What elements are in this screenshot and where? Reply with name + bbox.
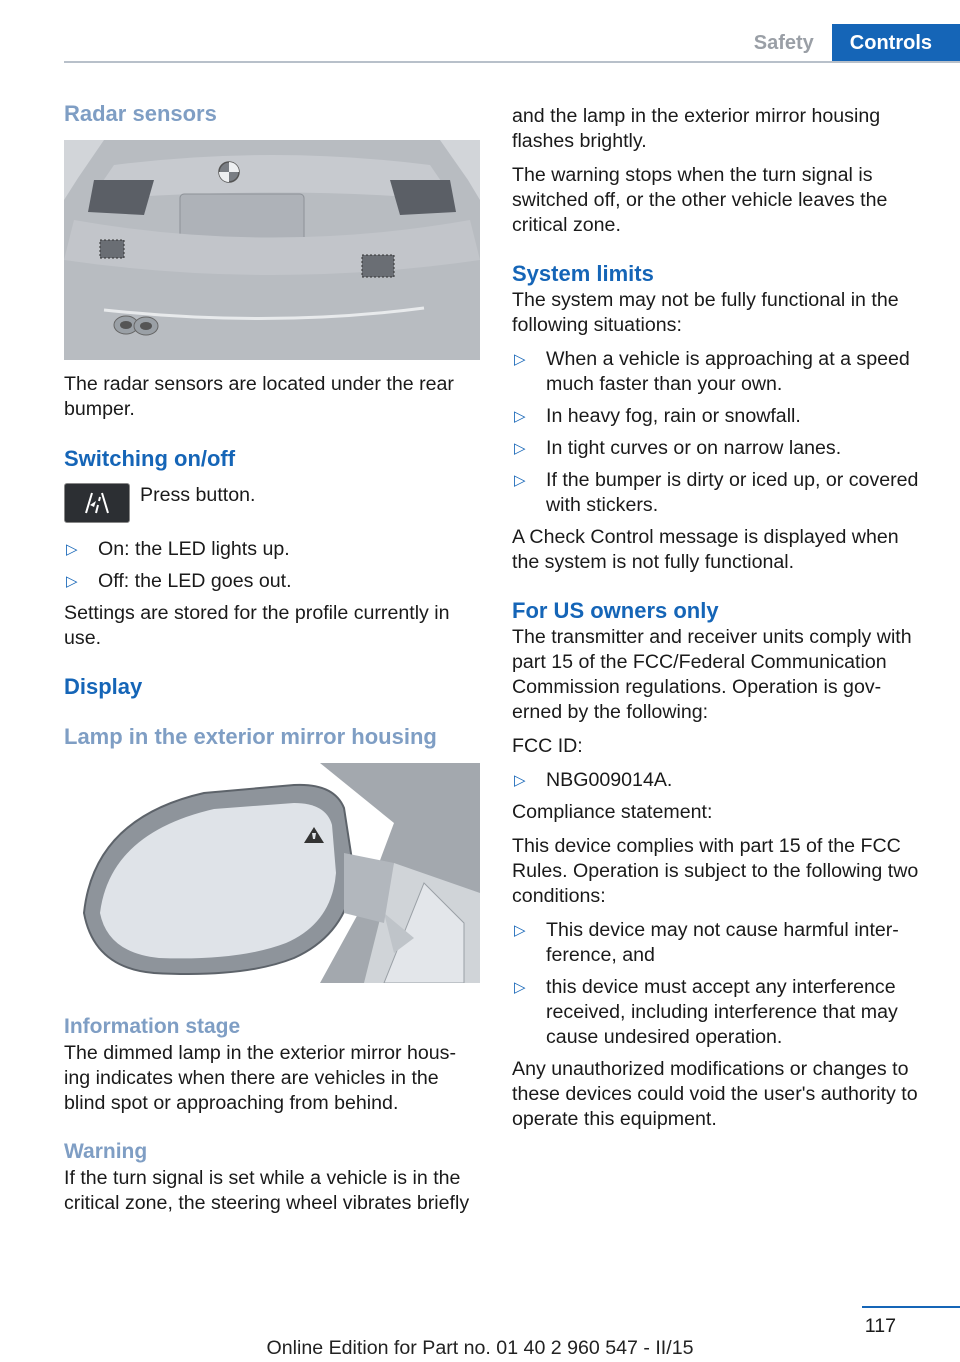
triangle-right-icon: ▷	[514, 408, 526, 425]
list-item-text: this device must accept any interference received, including interference that may cause undesired operation.	[546, 976, 898, 1048]
triangle-right-icon: ▷	[514, 440, 526, 457]
edition-footer: Online Edition for Part no. 01 40 2 960 547 - II/15	[266, 1337, 694, 1359]
lane-change-warning-button[interactable]	[64, 483, 130, 523]
triangle-right-icon: ▷	[514, 979, 526, 996]
triangle-right-icon: ▷	[66, 573, 78, 590]
compliance-text: This device complies with part 15 of the FCC Rules. Operation is subject to the following two conditions:	[512, 835, 919, 907]
information-stage-heading: Information stage	[64, 1015, 241, 1038]
warning-text: If the turn signal is set while a vehicle is in the critical zone, the steering wheel vibrates briefly	[64, 1167, 470, 1214]
rear-bumper-figure	[64, 140, 480, 360]
button-row	[64, 483, 480, 523]
warning-stops-text: The warning stops when the turn signal is switched off, or the other vehicle leaves the critical zone.	[512, 164, 888, 236]
list-item	[64, 537, 480, 562]
fcc-id-list	[512, 768, 928, 793]
unauthorized-text: Any unauthorized modifications or changes to these devices could void the user's authority to operate this equipment.	[512, 1058, 918, 1130]
compliance-label: Compliance statement:	[512, 801, 713, 823]
list-item-text: Off: the LED goes out.	[98, 570, 292, 592]
list-item	[512, 347, 928, 397]
system-limits-list	[512, 347, 928, 518]
exterior-mirror-figure	[64, 763, 480, 983]
triangle-right-icon: ▷	[514, 472, 526, 489]
list-item-text: NBG009014A.	[546, 769, 673, 791]
list-item-text: In tight curves or on narrow lanes.	[546, 437, 842, 459]
triangle-right-icon: ▷	[66, 541, 78, 558]
display-heading: Display	[64, 674, 143, 699]
warning-heading: Warning	[64, 1140, 148, 1163]
triangle-right-icon: ▷	[514, 772, 526, 789]
header-divider	[64, 61, 960, 63]
warning-continuation-text: and the lamp in the exterior mirror housing flashes brightly.	[512, 105, 881, 152]
switch-list	[64, 537, 480, 594]
information-stage-text: The dimmed lamp in the exterior mirror hous‐ ing indicates when there are vehicles in the blind spot or approaching from behind.	[64, 1042, 457, 1114]
lane-change-warning-icon	[82, 491, 112, 515]
list-item-text: If the bumper is dirty or iced up, or covered with stickers.	[546, 469, 919, 516]
us-owners-heading: For US owners only	[512, 598, 719, 623]
press-button-text: Press button.	[140, 484, 256, 506]
rear-bumper-illustration	[64, 140, 480, 360]
triangle-right-icon: ▷	[514, 351, 526, 368]
us-owners-text: The transmitter and receiver units comply with part 15 of the FCC/Federal Communication Commission regulations. Operation is gov‐ erned by the following:	[512, 626, 912, 723]
check-control-text: A Check Control message is displayed when the system is not fully functional.	[512, 526, 899, 573]
exterior-mirror-illustration	[64, 763, 480, 983]
right-column	[512, 100, 928, 1141]
settings-text: Settings are stored for the profile currently in use.	[64, 602, 450, 649]
list-item	[512, 468, 928, 518]
lamp-heading: Lamp in the exterior mirror housing	[64, 724, 437, 749]
switching-heading: Switching on/off	[64, 446, 236, 471]
tab-controls[interactable]: Controls	[832, 24, 960, 62]
radar-sensors-heading: Radar sensors	[64, 101, 217, 126]
left-column	[64, 100, 480, 1225]
list-item-text: This device may not cause harmful inter‐ ference, and	[546, 919, 899, 966]
list-item-text: When a vehicle is approaching at a speed much faster than your own.	[546, 348, 910, 395]
page-number: 117	[864, 1315, 896, 1337]
system-limits-intro: The system may not be fully functional in the following situations:	[512, 289, 899, 336]
list-item	[512, 404, 928, 429]
list-item	[512, 436, 928, 461]
list-item	[512, 768, 928, 793]
list-item	[512, 918, 928, 968]
list-item	[512, 975, 928, 1050]
radar-location-text: The radar sensors are located under the rear bumper.	[64, 373, 454, 420]
footer-divider	[862, 1306, 960, 1308]
list-item-text: In heavy fog, rain or snowfall.	[546, 405, 801, 427]
list-item-text: On: the LED lights up.	[98, 538, 290, 560]
system-limits-heading: System limits	[512, 261, 654, 286]
conditions-list	[512, 918, 928, 1050]
fcc-id-label: FCC ID:	[512, 735, 583, 757]
header-tabs	[736, 24, 960, 62]
triangle-right-icon: ▷	[514, 922, 526, 939]
tab-safety[interactable]: Safety	[736, 24, 832, 62]
list-item	[64, 569, 480, 594]
